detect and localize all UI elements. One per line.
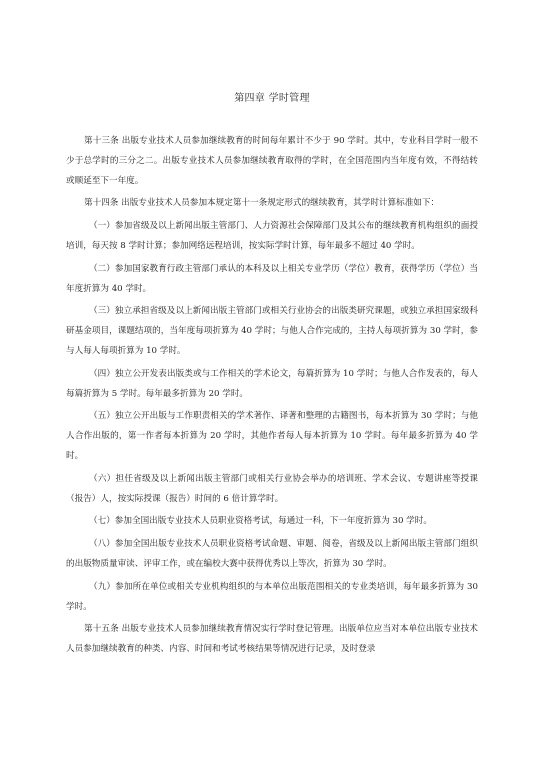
article-14-item-3: （三）独立承担省级及以上新闻出版主管部门或相关行业协会的出版类研究课题，或独立承担国家级科研基金项目，课题结项的，当年度每项折算为 40 学时；与他人合作完成的，主持人每项折算为 30 学时，参与人每人每项折算为 10 学时。	[66, 306, 478, 356]
article-14-item-7: （七）参加全国出版专业技术人员职业资格考试，每通过一科，下一年度折算为 30 学时。	[89, 516, 432, 527]
article-14-item-6: （六）担任省级及以上新闻出版主管部门或相关行业协会举办的培训班、学术会议、专题讲座等授课（报告）人，按实际授课（报告）时间的 6 倍计算学时。	[66, 473, 478, 504]
article-14: 第十四条 出版专业技术人员参加本规定第十一条规定形式的继续教育，其学时计算标准如下：	[84, 198, 440, 209]
article-15: 第十五条 出版专业技术人员参加继续教育情况实行学时登记管理。出版单位应当对本单位出版专业技术人员参加继续教育的种类、内容、时间和考试考核结果等情况进行记录，及时登录	[66, 624, 478, 655]
article-14-item-8: （八）参加全国出版专业技术人员职业资格考试命题、审题、阅卷，省级及以上新闻出版主管部门组织的出版物质量审读、评审工作，或在编校大赛中获得优秀以上等次，折算为 30 学时。	[66, 539, 478, 569]
document-body	[66, 92, 478, 663]
article-14-item-2: （二）参加国家教育行政主管部门承认的本科及以上相关专业学历（学位）教育，获得学历（学位）当年度折算为 40 学时。	[66, 263, 478, 294]
article-14-item-9: （九）参加所在单位或相关专业机构组织的与本单位出版范围相关的专业类培训，每年最多折算为 30 学时。	[66, 581, 478, 612]
article-13: 第十三条 出版专业技术人员参加继续教育的时间每年累计不少于 90 学时。其中，专业科目学时一般不少于总学时的三分之二。出版专业技术人员参加继续教育取得的学时，在全国范围内当年度有效，不得结转或顺延至下一年度。	[66, 136, 478, 186]
article-14-item-4: （四）独立公开发表出版类或与工作相关的学术论文，每篇折算为 10 学时；与他人合作发表的，每人每篇折算为 5 学时。每年最多折算为 20 学时。	[66, 368, 478, 399]
chapter-title: 第四章 学时管理	[234, 93, 310, 104]
article-14-item-5: （五）独立公开出版与工作职责相关的学术著作、译著和整理的古籍图书，每本折算为 30 学时；与他人合作出版的，第一作者每本折算为 20 学时，其他作者每人每本折算为 10 学时。每年最多折算为 40 学时。	[66, 411, 478, 461]
article-14-item-1: （一）参加省级及以上新闻出版主管部门、人力资源社会保障部门及其公布的继续教育机构组织的面授培训，每天按 8 学时计算；参加网络远程培训，按实际学时计算，每年最多不超过 40 学时。	[66, 221, 478, 251]
